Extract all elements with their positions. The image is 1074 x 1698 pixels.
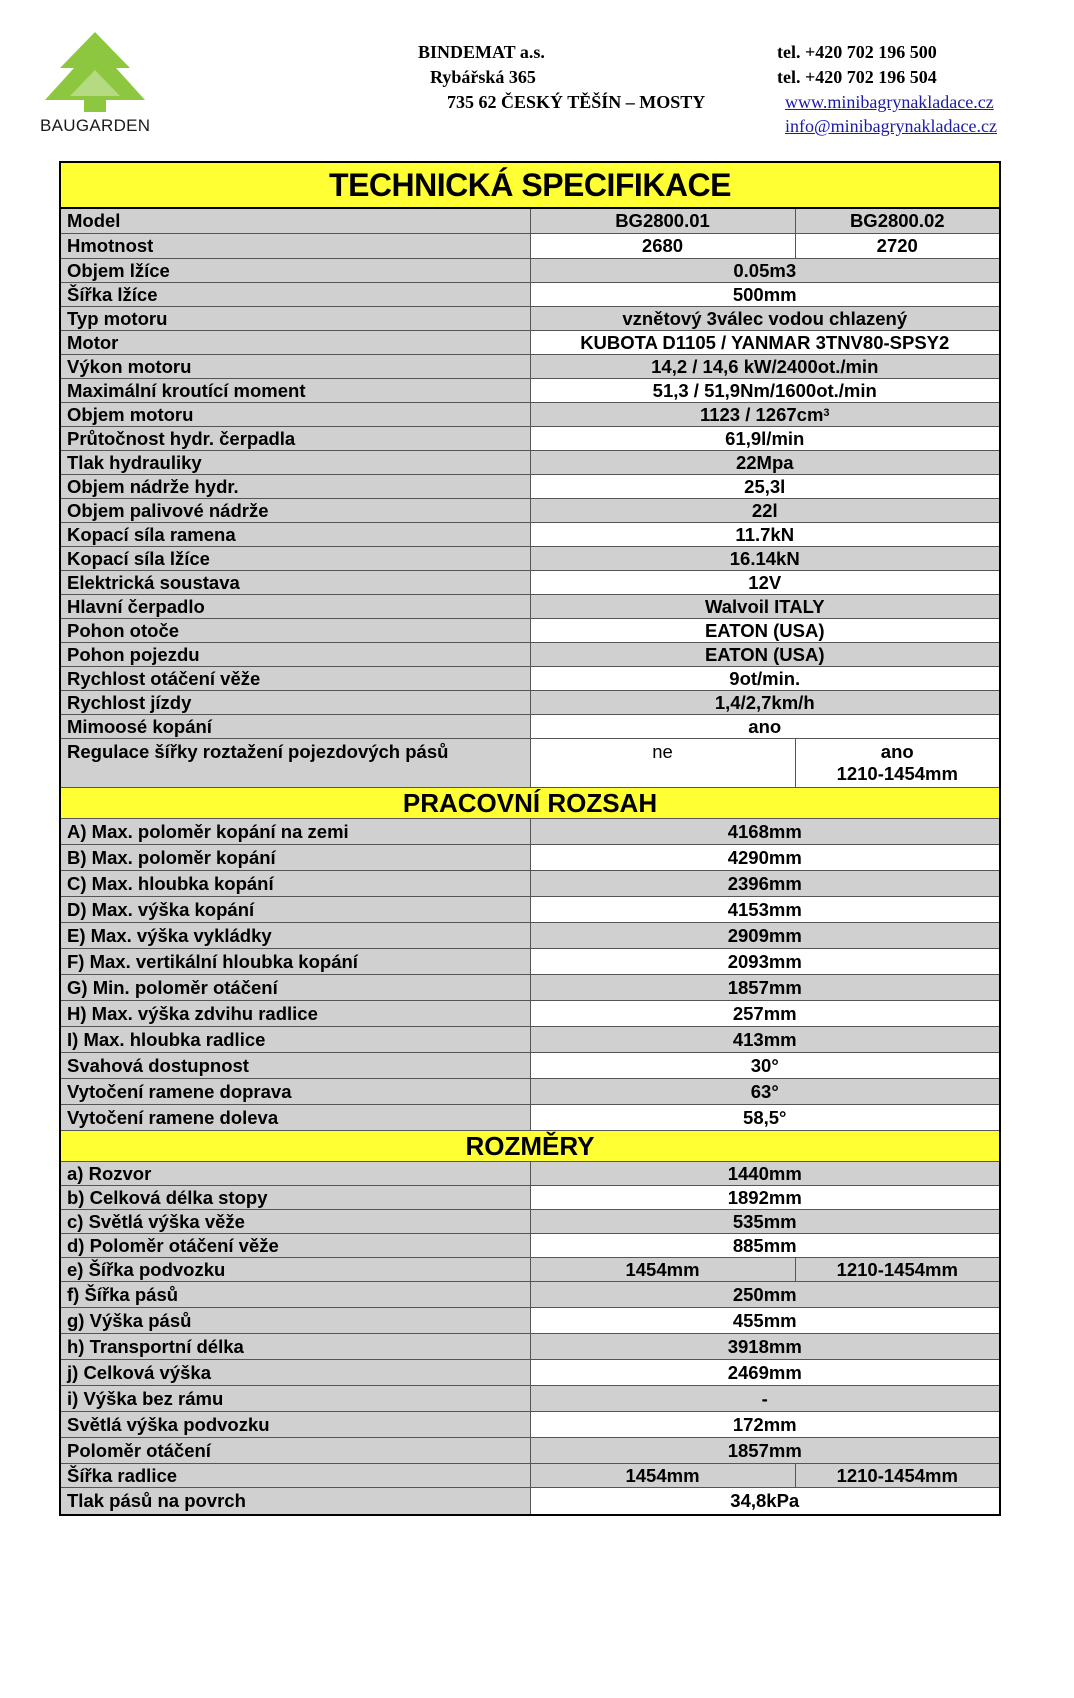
- spec-row: [60, 379, 1000, 403]
- track-regulation-label: Regulace šířky roztažení pojezdových pásů: [60, 739, 530, 788]
- spec-label: Rychlost jízdy: [60, 691, 530, 715]
- work-range-value: 2396mm: [530, 871, 1000, 897]
- dimension-value: 172mm: [530, 1412, 1000, 1438]
- spec-row: [60, 715, 1000, 739]
- work-range-value: 4168mm: [530, 819, 1000, 845]
- work-range-row: [60, 1027, 1000, 1053]
- dimension-label: f) Šířka pásů: [60, 1282, 530, 1308]
- spec-value: KUBOTA D1105 / YANMAR 3TNV80-SPSY2: [530, 331, 1000, 355]
- work-range-label: I) Max. hloubka radlice: [60, 1027, 530, 1053]
- dimension-value: -: [530, 1386, 1000, 1412]
- spec-label: Objem lžíce: [60, 259, 530, 283]
- model-value-1: BG2800.01: [530, 208, 795, 234]
- dimension-value: 250mm: [530, 1282, 1000, 1308]
- spec-label: Pohon pojezdu: [60, 643, 530, 667]
- weight-label: Hmotnost: [60, 234, 530, 259]
- spec-row: [60, 451, 1000, 475]
- spec-label: Tlak hydrauliky: [60, 451, 530, 475]
- undercarriage-width-value-1: 1454mm: [530, 1258, 795, 1282]
- company-name: BINDEMAT a.s.: [418, 42, 545, 62]
- spec-label: Šířka lžíce: [60, 283, 530, 307]
- work-range-label: Svahová dostupnost: [60, 1053, 530, 1079]
- work-range-value: 4290mm: [530, 845, 1000, 871]
- spec-row: [60, 427, 1000, 451]
- weight-value-2: 2720: [795, 234, 1000, 259]
- website-link[interactable]: www.minibagrynakladace.cz: [785, 92, 994, 112]
- spec-value: 12V: [530, 571, 1000, 595]
- spec-value: EATON (USA): [530, 643, 1000, 667]
- work-range-label: F) Max. vertikální hloubka kopání: [60, 949, 530, 975]
- spec-row: [60, 307, 1000, 331]
- spec-row: [60, 571, 1000, 595]
- spec-value: 22Mpa: [530, 451, 1000, 475]
- phone-2: tel. +420 702 196 504: [777, 67, 937, 87]
- spec-row: [60, 595, 1000, 619]
- phone-1: tel. +420 702 196 500: [777, 42, 937, 62]
- work-range-row: [60, 871, 1000, 897]
- work-range-label: A) Max. poloměr kopání na zemi: [60, 819, 530, 845]
- weight-value-1: 2680: [530, 234, 795, 259]
- dimension-row: [60, 1282, 1000, 1308]
- track-regulation-value-2: [795, 739, 1000, 788]
- work-range-label: D) Max. výška kopání: [60, 897, 530, 923]
- spec-row: [60, 355, 1000, 379]
- dimension-row: [60, 1210, 1000, 1234]
- baugarden-logo: [40, 30, 150, 140]
- work-range-value: 30°: [530, 1053, 1000, 1079]
- company-street: Rybářská 365: [430, 67, 536, 87]
- spec-label: Kopací síla lžíce: [60, 547, 530, 571]
- dimension-label: Světlá výška podvozku: [60, 1412, 530, 1438]
- spec-table: [59, 161, 1001, 1516]
- spec-value: 1,4/2,7km/h: [530, 691, 1000, 715]
- spec-value: 25,3l: [530, 475, 1000, 499]
- spec-label: Výkon motoru: [60, 355, 530, 379]
- work-range-row: [60, 949, 1000, 975]
- work-range-row: [60, 819, 1000, 845]
- work-range-value: 413mm: [530, 1027, 1000, 1053]
- spec-row: [60, 643, 1000, 667]
- dimension-value: 885mm: [530, 1234, 1000, 1258]
- dimension-label: g) Výška pásů: [60, 1308, 530, 1334]
- spec-row: [60, 475, 1000, 499]
- spec-title: TECHNICKÁ SPECIFIKACE: [60, 162, 1000, 208]
- dimension-label: j) Celková výška: [60, 1360, 530, 1386]
- spec-row: [60, 499, 1000, 523]
- spec-row: [60, 523, 1000, 547]
- dimension-label: Poloměr otáčení: [60, 1438, 530, 1464]
- spec-value: 11.7kN: [530, 523, 1000, 547]
- dimension-label: d) Poloměr otáčení věže: [60, 1234, 530, 1258]
- spec-row: [60, 259, 1000, 283]
- spec-row: [60, 619, 1000, 643]
- undercarriage-width-label: e) Šířka podvozku: [60, 1258, 530, 1282]
- spec-value: Walvoil ITALY: [530, 595, 1000, 619]
- work-range-label: Vytočení ramene doleva: [60, 1105, 530, 1131]
- spec-label: Elektrická soustava: [60, 571, 530, 595]
- work-range-value: 4153mm: [530, 897, 1000, 923]
- dimension-value: 1892mm: [530, 1186, 1000, 1210]
- spec-value: EATON (USA): [530, 619, 1000, 643]
- spec-value: ano: [530, 715, 1000, 739]
- dimension-row: [60, 1386, 1000, 1412]
- work-range-value: 58,5°: [530, 1105, 1000, 1131]
- spec-value: 500mm: [530, 283, 1000, 307]
- track-regulation-value-2-line1: ano: [880, 741, 914, 762]
- company-city: 735 62 ČESKÝ TĚŠÍN – MOSTY: [447, 92, 706, 112]
- spec-value-superscript: 3: [823, 406, 830, 419]
- undercarriage-width-value-2: 1210-1454mm: [795, 1258, 1000, 1282]
- work-range-row: [60, 1053, 1000, 1079]
- work-range-label: C) Max. hloubka kopání: [60, 871, 530, 897]
- dimension-value: 1857mm: [530, 1438, 1000, 1464]
- spec-label: Kopací síla ramena: [60, 523, 530, 547]
- model-label: Model: [60, 208, 530, 234]
- spec-label: Maximální kroutící moment: [60, 379, 530, 403]
- work-range-value: 257mm: [530, 1001, 1000, 1027]
- work-range-row: [60, 897, 1000, 923]
- dimension-row: [60, 1412, 1000, 1438]
- work-range-label: B) Max. poloměr kopání: [60, 845, 530, 871]
- section-dimensions: ROZMĚRY: [60, 1131, 1000, 1162]
- dimension-row: [60, 1234, 1000, 1258]
- dimension-row: [60, 1186, 1000, 1210]
- spec-label: Rychlost otáčení věže: [60, 667, 530, 691]
- dimension-value: 1440mm: [530, 1162, 1000, 1186]
- spec-label: Objem palivové nádrže: [60, 499, 530, 523]
- spec-label: Pohon otoče: [60, 619, 530, 643]
- dimension-row: [60, 1360, 1000, 1386]
- section-work-range: PRACOVNÍ ROZSAH: [60, 788, 1000, 819]
- spec-value: 14,2 / 14,6 kW/2400ot./min: [530, 355, 1000, 379]
- spec-row: [60, 331, 1000, 355]
- blade-width-label: Šířka radlice: [60, 1464, 530, 1488]
- dimension-row: [60, 1162, 1000, 1186]
- dimension-label: i) Výška bez rámu: [60, 1386, 530, 1412]
- track-pressure-value: 34,8kPa: [530, 1488, 1000, 1516]
- tree-logo-icon: [40, 30, 150, 115]
- spec-label: Typ motoru: [60, 307, 530, 331]
- work-range-row: [60, 975, 1000, 1001]
- spec-label: Objem nádrže hydr.: [60, 475, 530, 499]
- spec-value-text: 1123 / 1267cm: [699, 403, 824, 425]
- dimension-value: 535mm: [530, 1210, 1000, 1234]
- dimension-value: 2469mm: [530, 1360, 1000, 1386]
- dimension-row: [60, 1308, 1000, 1334]
- dimension-value: 455mm: [530, 1308, 1000, 1334]
- spec-value: 9ot/min.: [530, 667, 1000, 691]
- work-range-label: Vytočení ramene doprava: [60, 1079, 530, 1105]
- spec-row: [60, 667, 1000, 691]
- spec-value: 0.05m3: [530, 259, 1000, 283]
- work-range-row: [60, 923, 1000, 949]
- blade-width-value-2: 1210-1454mm: [795, 1464, 1000, 1488]
- logo-text: BAUGARDEN: [40, 116, 151, 135]
- dimension-row: [60, 1334, 1000, 1360]
- work-range-value: 1857mm: [530, 975, 1000, 1001]
- email-link[interactable]: info@minibagrynakladace.cz: [785, 116, 997, 136]
- work-range-value: 63°: [530, 1079, 1000, 1105]
- work-range-value: 2093mm: [530, 949, 1000, 975]
- spec-row: [60, 547, 1000, 571]
- dimension-value: 3918mm: [530, 1334, 1000, 1360]
- dimension-label: a) Rozvor: [60, 1162, 530, 1186]
- spec-row: [60, 691, 1000, 715]
- model-value-2: BG2800.02: [795, 208, 1000, 234]
- spec-value: 51,3 / 51,9Nm/1600ot./min: [530, 379, 1000, 403]
- dimension-label: c) Světlá výška věže: [60, 1210, 530, 1234]
- spec-value: 16.14kN: [530, 547, 1000, 571]
- spec-value: [530, 403, 1000, 427]
- work-range-label: G) Min. poloměr otáčení: [60, 975, 530, 1001]
- spec-label: Průtočnost hydr. čerpadla: [60, 427, 530, 451]
- spec-row: [60, 283, 1000, 307]
- work-range-row: [60, 1001, 1000, 1027]
- work-range-row: [60, 1105, 1000, 1131]
- dimension-label: b) Celková délka stopy: [60, 1186, 530, 1210]
- work-range-row: [60, 1079, 1000, 1105]
- spec-label: Objem motoru: [60, 403, 530, 427]
- spec-label: Motor: [60, 331, 530, 355]
- dimension-label: h) Transportní délka: [60, 1334, 530, 1360]
- work-range-value: 2909mm: [530, 923, 1000, 949]
- blade-width-value-1: 1454mm: [530, 1464, 795, 1488]
- work-range-row: [60, 845, 1000, 871]
- track-regulation-value-2-line2: 1210-1454mm: [836, 763, 958, 784]
- spec-label: Hlavní čerpadlo: [60, 595, 530, 619]
- spec-row: [60, 403, 1000, 427]
- work-range-label: H) Max. výška zdvihu radlice: [60, 1001, 530, 1027]
- dimension-row: [60, 1438, 1000, 1464]
- spec-value: vznětový 3válec vodou chlazený: [530, 307, 1000, 331]
- spec-value: 61,9l/min: [530, 427, 1000, 451]
- track-pressure-label: Tlak pásů na povrch: [60, 1488, 530, 1516]
- work-range-label: E) Max. výška vykládky: [60, 923, 530, 949]
- track-regulation-value-1: ne: [530, 739, 795, 788]
- spec-label: Mimoosé kopání: [60, 715, 530, 739]
- spec-value: 22l: [530, 499, 1000, 523]
